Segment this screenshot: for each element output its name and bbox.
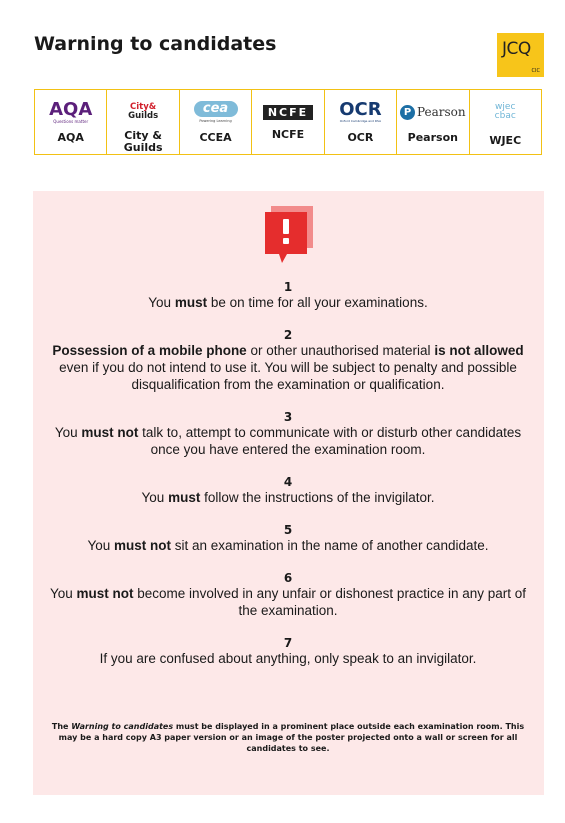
board-ocr <box>325 90 397 154</box>
rule-item <box>40 410 536 458</box>
rule-text: Possession of a mobile phone or other unauthorised material is not allowed even if you do not intend to use it. You will be subject to penalty and possible disqualification from the examination or qualification. <box>52 343 524 392</box>
rules-list <box>40 280 536 684</box>
board-aqa <box>35 90 107 154</box>
jcq-logo-text: JCQ <box>502 39 531 59</box>
rule-number: 3 <box>283 410 293 424</box>
board-name: OCR <box>347 131 374 144</box>
page-title: Warning to candidates <box>34 33 277 55</box>
board-name: NCFE <box>271 128 305 141</box>
rule-number: 1 <box>283 280 293 294</box>
pearson-p-icon: P <box>400 105 415 120</box>
jcq-logo <box>497 33 544 77</box>
jcq-logo-sub: CIC <box>531 68 540 74</box>
ncfe-logo: NCFE <box>252 98 323 126</box>
city-guilds-logo: City& Guilds <box>128 102 159 121</box>
board-name: City & Guilds <box>123 129 163 154</box>
rule-text: You must be on time for all your examinations. <box>148 295 428 310</box>
wjec-logo: wjec cbac <box>494 102 516 121</box>
rule-item <box>40 280 536 311</box>
rule-item <box>40 328 536 393</box>
rule-text: You must not talk to, attempt to communicate with or disturb other candidates once you have entered the examination room. <box>54 425 522 457</box>
board-city-guilds <box>107 90 179 154</box>
board-name: Pearson <box>407 131 458 144</box>
rule-number: 6 <box>283 571 293 585</box>
rule-item <box>40 475 536 506</box>
board-name: WJEC <box>489 134 522 147</box>
rule-number: 2 <box>283 328 293 342</box>
rule-number: 4 <box>283 475 293 489</box>
rule-text: You must not sit an examination in the name of another candidate. <box>87 538 489 553</box>
aqa-logo: AQA Questions matter <box>49 98 93 124</box>
board-ncfe <box>252 90 324 154</box>
rule-text: If you are confused about anything, only speak to an invigilator. <box>99 651 477 666</box>
display-instructions-note: The Warning to candidates must be displayed in a prominent place outside each examination room. This may be a hard copy A3 paper version or an image of the poster projected onto a wall or screen for all candidates to see. <box>51 722 525 753</box>
rule-item <box>40 523 536 554</box>
rule-number: 7 <box>283 636 293 650</box>
exclamation-speech-bubble-icon <box>265 206 313 264</box>
board-name: CCEA <box>199 131 232 144</box>
ocr-logo: OCR Oxford Cambridge and RSA <box>339 99 382 123</box>
rule-text: You must follow the instructions of the invigilator. <box>141 490 435 505</box>
rule-item <box>40 571 536 619</box>
board-ccea <box>180 90 252 154</box>
ccea-logo: cea Powering Learning <box>180 98 251 126</box>
board-wjec <box>470 90 541 154</box>
rule-text: You must not become involved in any unfair or dishonest practice in any part of the examination. <box>49 586 527 618</box>
awarding-bodies-strip <box>34 89 542 155</box>
rule-number: 5 <box>283 523 293 537</box>
pearson-logo: P Pearson <box>397 98 468 126</box>
board-name: AQA <box>57 131 84 144</box>
rule-item <box>40 636 536 667</box>
board-pearson <box>397 90 469 154</box>
